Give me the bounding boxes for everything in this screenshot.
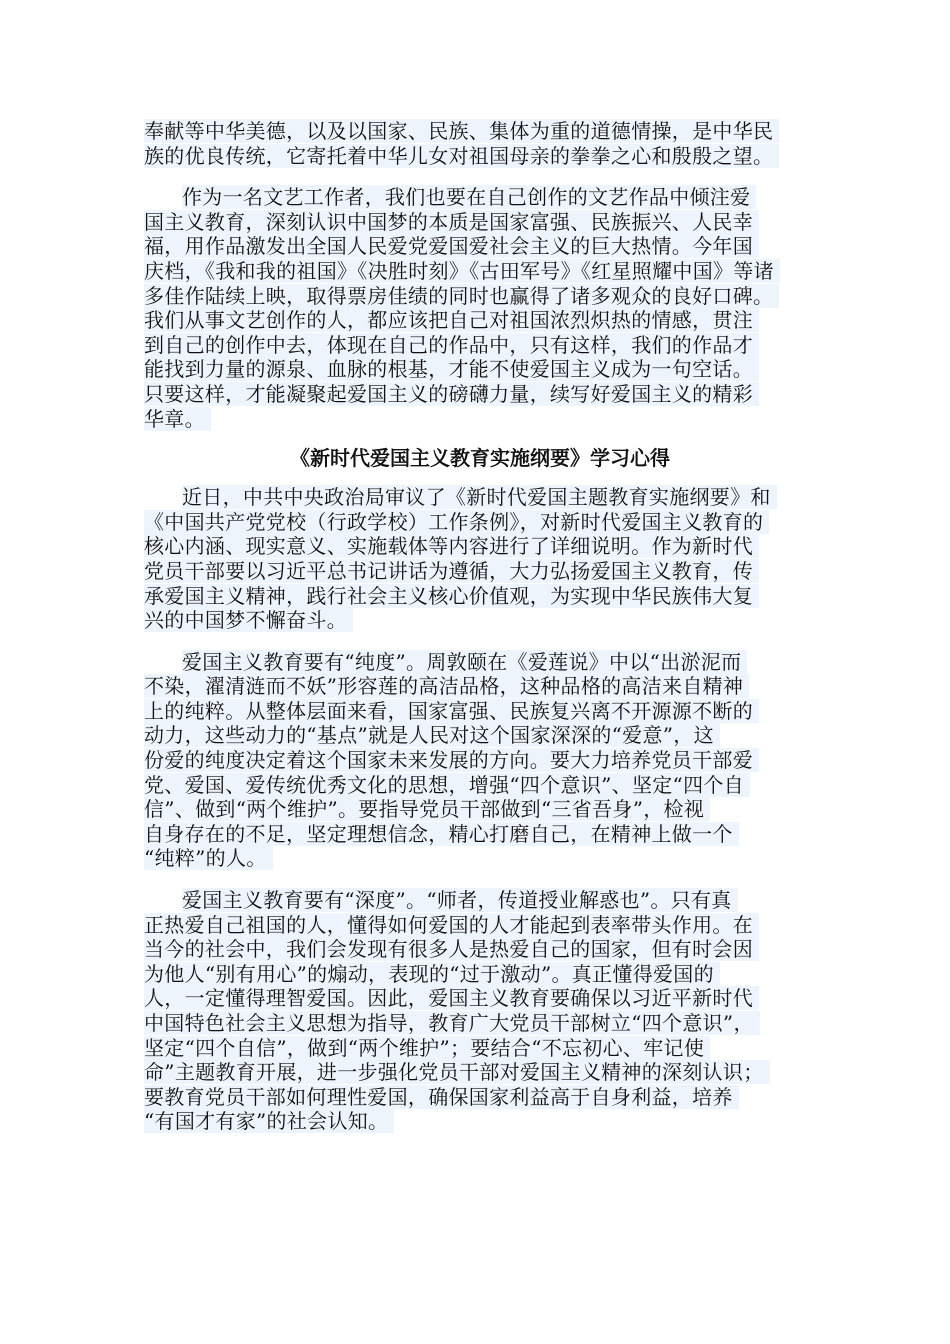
- text-line-content: 爱国主义教育要有“深度”。“师者，传道授业解惑也”。只有真: [182, 888, 738, 912]
- paragraph-gap: [144, 633, 816, 650]
- text-line-content: 我们从事文艺创作的人，都应该把自己对祖国浓烈炽热的情感，贯注: [144, 308, 759, 332]
- document-body: [144, 119, 816, 1134]
- text-line: [144, 937, 816, 962]
- text-line: [144, 382, 816, 407]
- text-line: [144, 284, 816, 309]
- text-line-content: 到自己的创作中去，体现在自己的作品中，只有这样，我们的作品才: [144, 333, 759, 357]
- text-line-content: 福，用作品激发出全国人民爱党爱国爱社会主义的巨大热情。今年国: [144, 234, 759, 258]
- text-line-content: 国主义教育，深刻认识中国梦的本质是国家富强、民族振兴、人民幸: [144, 210, 759, 234]
- text-line: [144, 1036, 816, 1061]
- text-line-content: 承爱国主义精神，践行社会主义核心价值观，为实现中华民族伟大复: [144, 584, 759, 608]
- text-line: [144, 333, 816, 358]
- paragraph: [144, 485, 816, 633]
- text-line: [144, 650, 816, 675]
- text-line-content: 能找到力量的源泉、血脉的根基，才能不使爱国主义成为一句空话。: [144, 357, 759, 381]
- text-line-content: “纯粹”的人。: [144, 846, 273, 870]
- text-line-content: 作为一名文艺工作者，我们也要在自己创作的文艺作品中倾注爱: [182, 185, 756, 209]
- text-line: [144, 407, 816, 432]
- text-line: [144, 986, 816, 1011]
- text-line-content: 党员干部要以习近平总书记讲话为遵循，大力弘扬爱国主义教育，传: [144, 559, 759, 583]
- text-line-content: 爱国主义教育要有“纯度”。周敦颐在《爱莲说》中以“出淤泥而: [182, 650, 747, 674]
- text-line: [144, 308, 816, 333]
- text-line-content: “有国才有家”的社会认知。: [144, 1109, 394, 1133]
- text-line: [144, 822, 816, 847]
- text-line-content: 坚定“四个自信”，做到“两个维护”；要结合“不忘初心、牢记使: [144, 1036, 710, 1060]
- text-line-content: 不染，濯清涟而不妖”形容莲的高洁品格，这种品格的高洁来自精神: [144, 674, 749, 698]
- section-title: 《新时代爱国主义教育实施纲要》学习心得: [290, 446, 670, 471]
- text-line: [144, 534, 816, 559]
- text-line-content: 正热爱自己祖国的人，懂得如何爱国的人才能起到表率带头作用。在: [144, 913, 759, 937]
- text-line: [144, 357, 816, 382]
- text-line-content: 核心内涵、现实意义、实施载体等内容进行了详细说明。作为新时代: [144, 534, 759, 558]
- text-line-content: 奉献等中华美德，以及以国家、民族、集体为重的道德情操，是中华民: [144, 119, 779, 143]
- text-line: [144, 846, 816, 871]
- text-line: [144, 699, 816, 724]
- text-line-content: 上的纯粹。从整体层面来看，国家富强、民族复兴离不开源源不断的: [144, 699, 759, 723]
- text-line-content: 动力，这些动力的“基点”就是人民对这个国家深深的“爱意”，这: [144, 723, 720, 747]
- paragraph-gap: [144, 871, 816, 888]
- text-line-content: 信”、做到“两个维护”。要指导党员干部做到“三省吾身”，检视: [144, 797, 710, 821]
- text-line-content: 人，一定懂得理智爱国。因此，爱国主义教育要确保以习近平新时代: [144, 986, 759, 1010]
- paragraph-gap: [144, 168, 816, 185]
- paragraph: [144, 185, 816, 431]
- text-line-content: 党、爱国、爱传统优秀文化的思想，增强“四个意识”、坚定“四个自: [144, 773, 750, 797]
- text-line: [144, 748, 816, 773]
- text-line: [144, 185, 816, 210]
- text-line: [144, 144, 816, 169]
- text-line: [144, 1011, 816, 1036]
- text-line-content: 中国特色社会主义思想为指导，教育广大党员干部树立“四个意识”，: [144, 1011, 760, 1035]
- text-line-content: 为他人“别有用心”的煽动，表现的“过于激动”。真正懂得爱国的: [144, 962, 720, 986]
- text-line: [144, 773, 816, 798]
- text-line-content: 命”主题教育开展，进一步强化党员干部对爱国主义精神的深刻认识；: [144, 1060, 770, 1084]
- text-line: [144, 210, 816, 235]
- text-line-content: 多佳作陆续上映，取得票房佳绩的同时也赢得了诸多观众的良好口碑。: [144, 284, 779, 308]
- text-line: [144, 723, 816, 748]
- text-line: [144, 797, 816, 822]
- text-line-content: 只要这样，才能凝聚起爱国主义的磅礴力量，续写好爱国主义的精彩: [144, 382, 759, 406]
- text-line-content: 当今的社会中，我们会发现有很多人是热爱自己的国家，但有时会因: [144, 937, 759, 961]
- paragraph: [144, 119, 816, 168]
- text-line-content: 近日，中共中央政治局审议了《新时代爱国主题教育实施纲要》和: [182, 485, 777, 509]
- text-line: [144, 1109, 816, 1134]
- text-line-content: 自身存在的不足，坚定理想信念，精心打磨自己，在精神上做一个: [144, 822, 739, 846]
- text-line: [144, 485, 816, 510]
- text-line: [144, 1060, 816, 1085]
- text-line: [144, 584, 816, 609]
- text-line-content: 兴的中国梦不懈奋斗。: [144, 608, 353, 632]
- text-line: [144, 559, 816, 584]
- text-line: [144, 962, 816, 987]
- text-line-content: 份爱的纯度决定着这个国家未来发展的方向。要大力培养党员干部爱: [144, 748, 759, 772]
- text-line-content: 要教育党员干部如何理性爱国，确保国家利益高于自身利益，培养: [144, 1085, 739, 1109]
- text-line: [144, 510, 816, 535]
- text-line: [144, 1085, 816, 1110]
- text-line-content: 族的优良传统，它寄托着中华儿女对祖国母亲的拳拳之心和殷殷之望。: [144, 144, 779, 168]
- text-line: [144, 674, 816, 699]
- text-line: [144, 259, 816, 284]
- text-line-content: 华章。: [144, 407, 211, 431]
- paragraph: [144, 888, 816, 1134]
- text-line: [144, 608, 816, 633]
- text-line: [144, 234, 816, 259]
- text-line: [144, 119, 816, 144]
- text-line-content: 庆档，《我和我的祖国》《决胜时刻》《古田军号》《红星照耀中国》等诸: [144, 259, 780, 283]
- text-line: [144, 888, 816, 913]
- paragraph: [144, 650, 816, 871]
- text-line: [144, 913, 816, 938]
- text-line-content: 《中国共产党党校（行政学校）工作条例》，对新时代爱国主义教育的: [144, 510, 769, 534]
